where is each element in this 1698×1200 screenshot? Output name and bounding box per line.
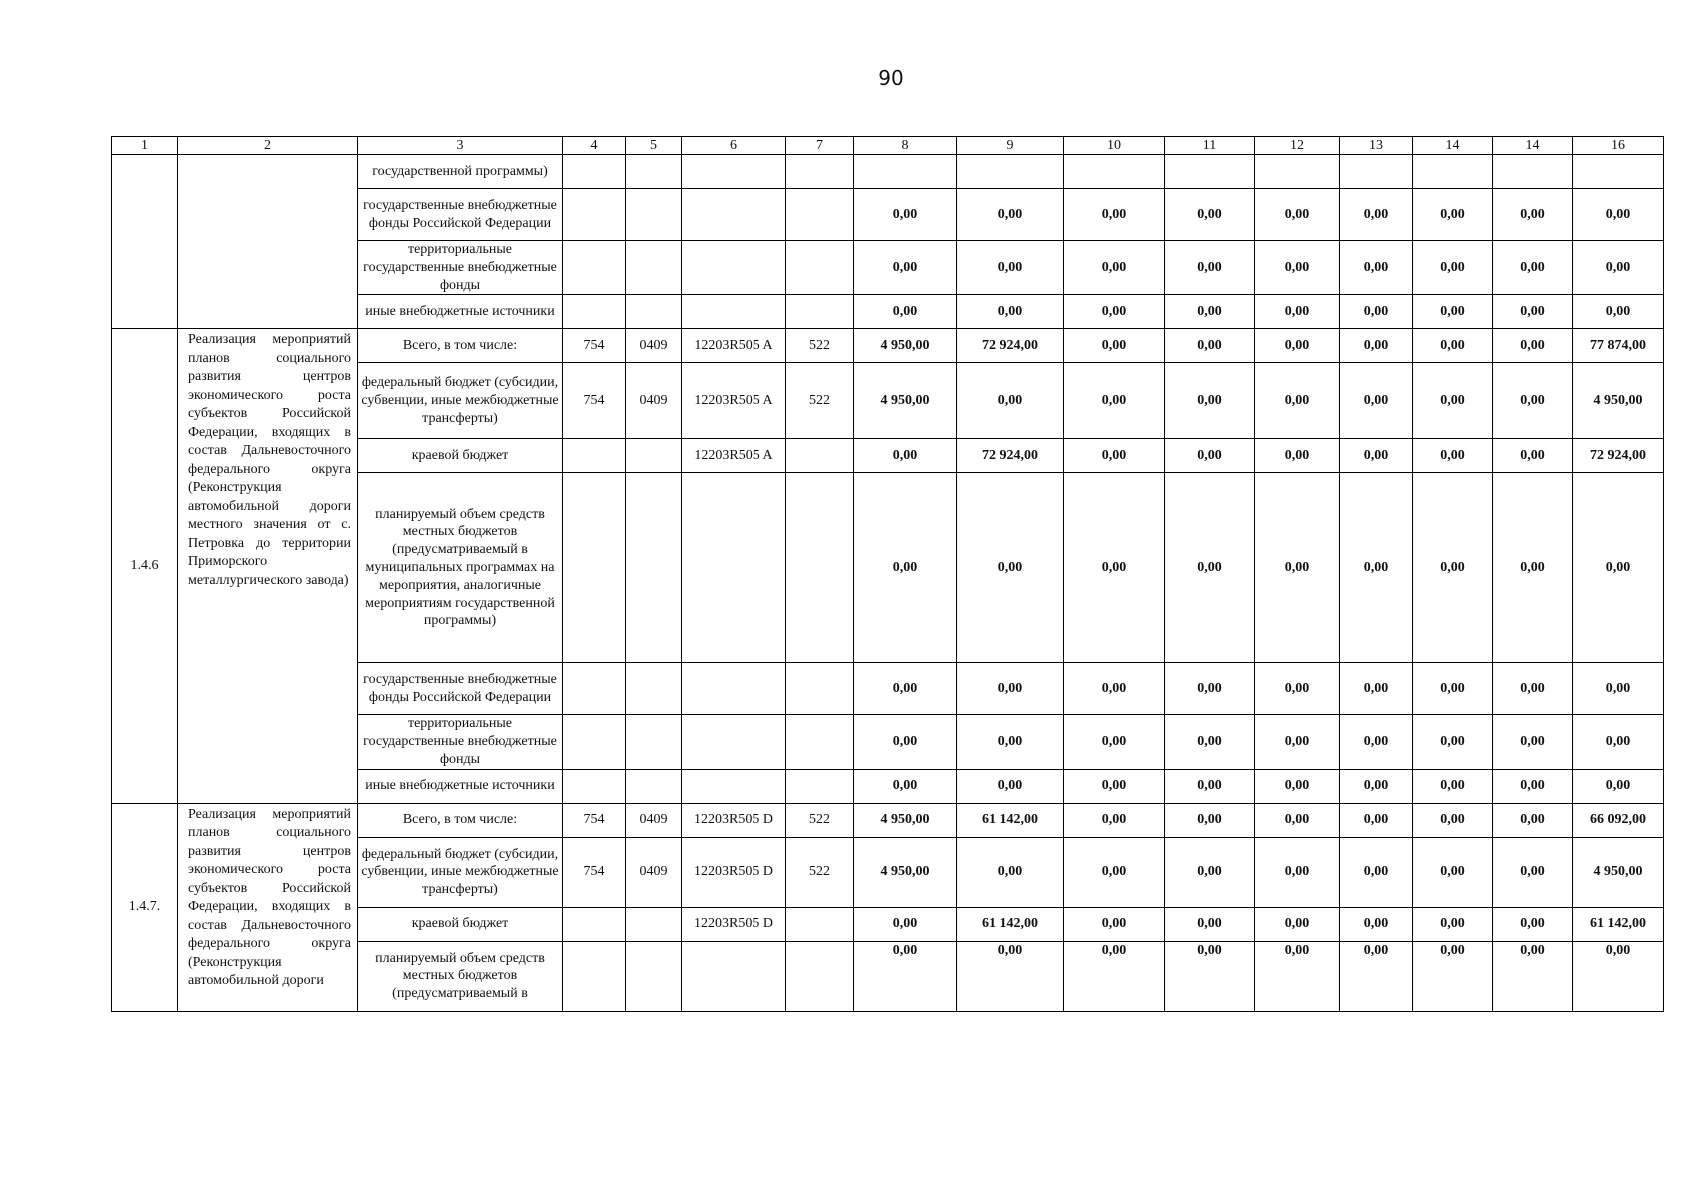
- code-cell-empty: [626, 189, 682, 241]
- funding-source: государственные внебюджетные фонды Российской Федерации: [358, 189, 563, 241]
- amount-cell: 0,00: [1255, 941, 1340, 1011]
- expense-type-code: [786, 769, 854, 803]
- amount-cell: 0,00: [1165, 189, 1255, 241]
- amount-cell: 0,00: [1340, 473, 1413, 663]
- amount-cell: 0,00: [1340, 189, 1413, 241]
- funding-source: территориальные государственные внебюджетные фонды: [358, 715, 563, 769]
- amount-cell: 0,00: [1165, 769, 1255, 803]
- column-header: 16: [1573, 137, 1664, 155]
- amount-cell: 0,00: [1573, 241, 1664, 295]
- amount-cell: 0,00: [1413, 189, 1493, 241]
- amount-cell: 0,00: [1493, 941, 1573, 1011]
- section-code: [626, 439, 682, 473]
- amount-cell: 0,00: [1573, 941, 1664, 1011]
- amount-cell: 0,00: [1255, 363, 1340, 439]
- code-cell-empty: [563, 189, 626, 241]
- expense-type-code: 522: [786, 329, 854, 363]
- row-index: 1.4.6: [112, 329, 178, 803]
- section-code: 0409: [626, 329, 682, 363]
- admin-code: [563, 715, 626, 769]
- admin-code: [563, 473, 626, 663]
- amount-cell: 0,00: [1255, 907, 1340, 941]
- expense-type-code: [786, 663, 854, 715]
- table-row: [112, 803, 1664, 837]
- column-header: 12: [1255, 137, 1340, 155]
- code-cell-empty: [786, 155, 854, 189]
- target-article-code: [682, 941, 786, 1011]
- amount-cell: 0,00: [1573, 295, 1664, 329]
- section-code: 0409: [626, 803, 682, 837]
- target-article-code: 12203R505 D: [682, 803, 786, 837]
- amount-cell: 0,00: [854, 295, 957, 329]
- funding-source: государственные внебюджетные фонды Российской Федерации: [358, 663, 563, 715]
- table-row: [112, 155, 1664, 189]
- table-body: [112, 137, 1664, 1012]
- amount-cell: 0,00: [1165, 241, 1255, 295]
- admin-code: 754: [563, 803, 626, 837]
- amount-cell: 0,00: [1255, 715, 1340, 769]
- amount-cell: 0,00: [854, 907, 957, 941]
- funding-source: иные внебюджетные источники: [358, 769, 563, 803]
- amount-cell: 0,00: [1493, 837, 1573, 907]
- amount-cell: 0,00: [1413, 241, 1493, 295]
- column-header: 1: [112, 137, 178, 155]
- amount-cell: 0,00: [1493, 803, 1573, 837]
- funding-source: Всего, в том числе:: [358, 803, 563, 837]
- amount-cell: 0,00: [1165, 663, 1255, 715]
- amount-cell: 0,00: [1064, 907, 1165, 941]
- column-header: 9: [957, 137, 1064, 155]
- amount-cell: 0,00: [1413, 837, 1493, 907]
- section-code: [626, 907, 682, 941]
- expense-type-code: [786, 907, 854, 941]
- amount-cell: 0,00: [1165, 439, 1255, 473]
- amount-cell: 0,00: [957, 241, 1064, 295]
- amount-cell: 0,00: [1165, 329, 1255, 363]
- funding-source: территориальные государственные внебюджетные фонды: [358, 241, 563, 295]
- amount-cell: 0,00: [957, 715, 1064, 769]
- funding-source: планируемый объем средств местных бюджетов (предусматриваемый в муниципальных программах на мероприятия, аналогичные мероприятиям государственной программы): [358, 473, 563, 663]
- code-cell-empty: [626, 295, 682, 329]
- amount-cell: 4 950,00: [854, 837, 957, 907]
- code-cell-empty: [682, 189, 786, 241]
- amount-cell: 0,00: [1493, 295, 1573, 329]
- amount-cell: 0,00: [1165, 803, 1255, 837]
- amount-cell: 0,00: [1493, 363, 1573, 439]
- target-article-code: 12203R505 D: [682, 837, 786, 907]
- amount-cell: [1340, 155, 1413, 189]
- amount-cell: [1493, 155, 1573, 189]
- admin-code: [563, 439, 626, 473]
- measure-description: Реализация мероприятий планов социального развития центров экономического роста субъектов Российской Федерации, входящих в состав Дальневосточного федерального округа (Реконструкция автомобильной дороги: [178, 803, 358, 1011]
- target-article-code: [682, 769, 786, 803]
- amount-cell: 0,00: [1413, 803, 1493, 837]
- amount-cell: 0,00: [1255, 189, 1340, 241]
- amount-cell: 0,00: [957, 663, 1064, 715]
- amount-cell: 0,00: [1064, 837, 1165, 907]
- code-cell-empty: [626, 241, 682, 295]
- expense-type-code: 522: [786, 803, 854, 837]
- amount-cell: 0,00: [854, 715, 957, 769]
- amount-cell: 0,00: [1255, 295, 1340, 329]
- amount-cell: 0,00: [957, 837, 1064, 907]
- amount-cell: 0,00: [1573, 189, 1664, 241]
- amount-cell: 0,00: [1573, 769, 1664, 803]
- amount-cell: 0,00: [1255, 439, 1340, 473]
- column-header: 3: [358, 137, 563, 155]
- code-cell-empty: [786, 295, 854, 329]
- column-header: 14: [1493, 137, 1573, 155]
- section-code: [626, 473, 682, 663]
- amount-cell: 0,00: [1165, 837, 1255, 907]
- amount-cell: [1064, 155, 1165, 189]
- amount-cell: 0,00: [1165, 473, 1255, 663]
- amount-cell: 4 950,00: [1573, 837, 1664, 907]
- target-article-code: 12203R505 A: [682, 363, 786, 439]
- amount-cell: 0,00: [1413, 363, 1493, 439]
- amount-cell: 0,00: [1255, 803, 1340, 837]
- measure-description-empty: [178, 155, 358, 329]
- amount-cell: 0,00: [1413, 941, 1493, 1011]
- amount-cell: [854, 155, 957, 189]
- amount-cell: 0,00: [1340, 907, 1413, 941]
- column-header: 7: [786, 137, 854, 155]
- amount-cell: 0,00: [1340, 803, 1413, 837]
- code-cell-empty: [563, 241, 626, 295]
- amount-cell: 0,00: [1064, 663, 1165, 715]
- amount-cell: 61 142,00: [957, 803, 1064, 837]
- column-header: 2: [178, 137, 358, 155]
- amount-cell: 0,00: [1255, 241, 1340, 295]
- amount-cell: 0,00: [1493, 439, 1573, 473]
- section-code: [626, 769, 682, 803]
- admin-code: [563, 663, 626, 715]
- funding-source: иные внебюджетные источники: [358, 295, 563, 329]
- code-cell-empty: [626, 155, 682, 189]
- amount-cell: 0,00: [1340, 837, 1413, 907]
- budget-table: [111, 136, 1664, 1012]
- amount-cell: 4 950,00: [854, 363, 957, 439]
- budget-table-wrapper: [111, 136, 1663, 1012]
- amount-cell: 0,00: [1064, 363, 1165, 439]
- amount-cell: 0,00: [1064, 473, 1165, 663]
- amount-cell: 0,00: [854, 439, 957, 473]
- table-row: [112, 329, 1664, 363]
- amount-cell: 0,00: [957, 189, 1064, 241]
- expense-type-code: 522: [786, 363, 854, 439]
- code-cell-empty: [563, 155, 626, 189]
- target-article-code: 12203R505 A: [682, 439, 786, 473]
- amount-cell: 0,00: [1493, 189, 1573, 241]
- section-code: 0409: [626, 837, 682, 907]
- amount-cell: 0,00: [1255, 663, 1340, 715]
- amount-cell: 72 924,00: [1573, 439, 1664, 473]
- amount-cell: [1255, 155, 1340, 189]
- amount-cell: 72 924,00: [957, 439, 1064, 473]
- amount-cell: 0,00: [1064, 295, 1165, 329]
- section-code: [626, 941, 682, 1011]
- code-cell-empty: [786, 189, 854, 241]
- amount-cell: 0,00: [1573, 473, 1664, 663]
- amount-cell: 0,00: [957, 769, 1064, 803]
- target-article-code: [682, 663, 786, 715]
- amount-cell: 61 142,00: [957, 907, 1064, 941]
- funding-source: планируемый объем средств местных бюджетов (предусматриваемый в: [358, 941, 563, 1011]
- amount-cell: 0,00: [1340, 769, 1413, 803]
- target-article-code: 12203R505 A: [682, 329, 786, 363]
- amount-cell: 4 950,00: [1573, 363, 1664, 439]
- amount-cell: 66 092,00: [1573, 803, 1664, 837]
- amount-cell: 0,00: [1255, 329, 1340, 363]
- admin-code: 754: [563, 837, 626, 907]
- amount-cell: 0,00: [1493, 907, 1573, 941]
- column-header: 14: [1413, 137, 1493, 155]
- amount-cell: 0,00: [1573, 715, 1664, 769]
- amount-cell: 0,00: [957, 295, 1064, 329]
- column-header: 6: [682, 137, 786, 155]
- measure-description: Реализация мероприятий планов социального развития центров экономического роста субъектов Российской Федерации, входящих в состав Дальневосточного федерального округа (Реконструкция автомобильной дороги местного значения от с. Петровка до территории Приморского металлургического завода): [178, 329, 358, 803]
- amount-cell: 0,00: [1165, 907, 1255, 941]
- amount-cell: 0,00: [1493, 663, 1573, 715]
- column-header: 10: [1064, 137, 1165, 155]
- section-code: 0409: [626, 363, 682, 439]
- amount-cell: 0,00: [957, 941, 1064, 1011]
- amount-cell: 0,00: [1165, 941, 1255, 1011]
- expense-type-code: [786, 439, 854, 473]
- code-cell-empty: [682, 155, 786, 189]
- amount-cell: 0,00: [1340, 329, 1413, 363]
- amount-cell: 0,00: [1255, 769, 1340, 803]
- amount-cell: 0,00: [1493, 769, 1573, 803]
- amount-cell: 0,00: [1340, 363, 1413, 439]
- column-header: 13: [1340, 137, 1413, 155]
- funding-source: федеральный бюджет (субсидии, субвенции, иные межбюджетные трансферты): [358, 363, 563, 439]
- amount-cell: 0,00: [1493, 473, 1573, 663]
- amount-cell: 0,00: [957, 363, 1064, 439]
- admin-code: [563, 907, 626, 941]
- page-number: 90: [878, 66, 904, 90]
- amount-cell: [1413, 155, 1493, 189]
- amount-cell: 0,00: [1413, 769, 1493, 803]
- amount-cell: 72 924,00: [957, 329, 1064, 363]
- target-article-code: [682, 715, 786, 769]
- amount-cell: 77 874,00: [1573, 329, 1664, 363]
- amount-cell: 0,00: [1064, 439, 1165, 473]
- code-cell-empty: [563, 295, 626, 329]
- amount-cell: 0,00: [1340, 439, 1413, 473]
- amount-cell: 0,00: [1413, 439, 1493, 473]
- funding-source: государственной программы): [358, 155, 563, 189]
- amount-cell: 0,00: [1493, 241, 1573, 295]
- amount-cell: 0,00: [1340, 715, 1413, 769]
- row-index: 1.4.7.: [112, 803, 178, 1011]
- expense-type-code: [786, 715, 854, 769]
- section-code: [626, 663, 682, 715]
- amount-cell: 0,00: [1064, 189, 1165, 241]
- column-header: 5: [626, 137, 682, 155]
- amount-cell: 0,00: [1493, 715, 1573, 769]
- amount-cell: 0,00: [1340, 295, 1413, 329]
- amount-cell: 0,00: [854, 769, 957, 803]
- amount-cell: 0,00: [1064, 241, 1165, 295]
- admin-code: 754: [563, 329, 626, 363]
- amount-cell: 0,00: [1064, 941, 1165, 1011]
- amount-cell: 0,00: [854, 189, 957, 241]
- amount-cell: 0,00: [1413, 329, 1493, 363]
- amount-cell: 0,00: [1064, 769, 1165, 803]
- amount-cell: [1573, 155, 1664, 189]
- amount-cell: 0,00: [1064, 803, 1165, 837]
- funding-source: краевой бюджет: [358, 439, 563, 473]
- amount-cell: 0,00: [1165, 363, 1255, 439]
- expense-type-code: 522: [786, 837, 854, 907]
- amount-cell: 0,00: [854, 473, 957, 663]
- code-cell-empty: [786, 241, 854, 295]
- amount-cell: 0,00: [854, 663, 957, 715]
- funding-source: Всего, в том числе:: [358, 329, 563, 363]
- amount-cell: 61 142,00: [1573, 907, 1664, 941]
- amount-cell: 0,00: [1165, 715, 1255, 769]
- expense-type-code: [786, 473, 854, 663]
- amount-cell: [957, 155, 1064, 189]
- amount-cell: 0,00: [1573, 663, 1664, 715]
- column-header: 8: [854, 137, 957, 155]
- amount-cell: 0,00: [957, 473, 1064, 663]
- row-index-empty: [112, 155, 178, 329]
- funding-source: федеральный бюджет (субсидии, субвенции, иные межбюджетные трансферты): [358, 837, 563, 907]
- amount-cell: 0,00: [1340, 941, 1413, 1011]
- amount-cell: 0,00: [1340, 241, 1413, 295]
- code-cell-empty: [682, 241, 786, 295]
- target-article-code: 12203R505 D: [682, 907, 786, 941]
- funding-source: краевой бюджет: [358, 907, 563, 941]
- column-header: 11: [1165, 137, 1255, 155]
- amount-cell: 4 950,00: [854, 803, 957, 837]
- amount-cell: 0,00: [1165, 295, 1255, 329]
- code-cell-empty: [682, 295, 786, 329]
- amount-cell: 0,00: [1255, 837, 1340, 907]
- target-article-code: [682, 473, 786, 663]
- admin-code: 754: [563, 363, 626, 439]
- amount-cell: [1165, 155, 1255, 189]
- amount-cell: 0,00: [1413, 907, 1493, 941]
- amount-cell: 0,00: [1413, 663, 1493, 715]
- section-code: [626, 715, 682, 769]
- amount-cell: 0,00: [1413, 715, 1493, 769]
- column-header-row: [112, 137, 1664, 155]
- admin-code: [563, 769, 626, 803]
- amount-cell: 0,00: [1340, 663, 1413, 715]
- amount-cell: 0,00: [1493, 329, 1573, 363]
- column-header: 4: [563, 137, 626, 155]
- admin-code: [563, 941, 626, 1011]
- expense-type-code: [786, 941, 854, 1011]
- amount-cell: 0,00: [1064, 329, 1165, 363]
- amount-cell: 0,00: [1413, 295, 1493, 329]
- amount-cell: 0,00: [854, 941, 957, 1011]
- amount-cell: 0,00: [854, 241, 957, 295]
- amount-cell: 0,00: [1413, 473, 1493, 663]
- amount-cell: 0,00: [1255, 473, 1340, 663]
- amount-cell: 0,00: [1064, 715, 1165, 769]
- amount-cell: 4 950,00: [854, 329, 957, 363]
